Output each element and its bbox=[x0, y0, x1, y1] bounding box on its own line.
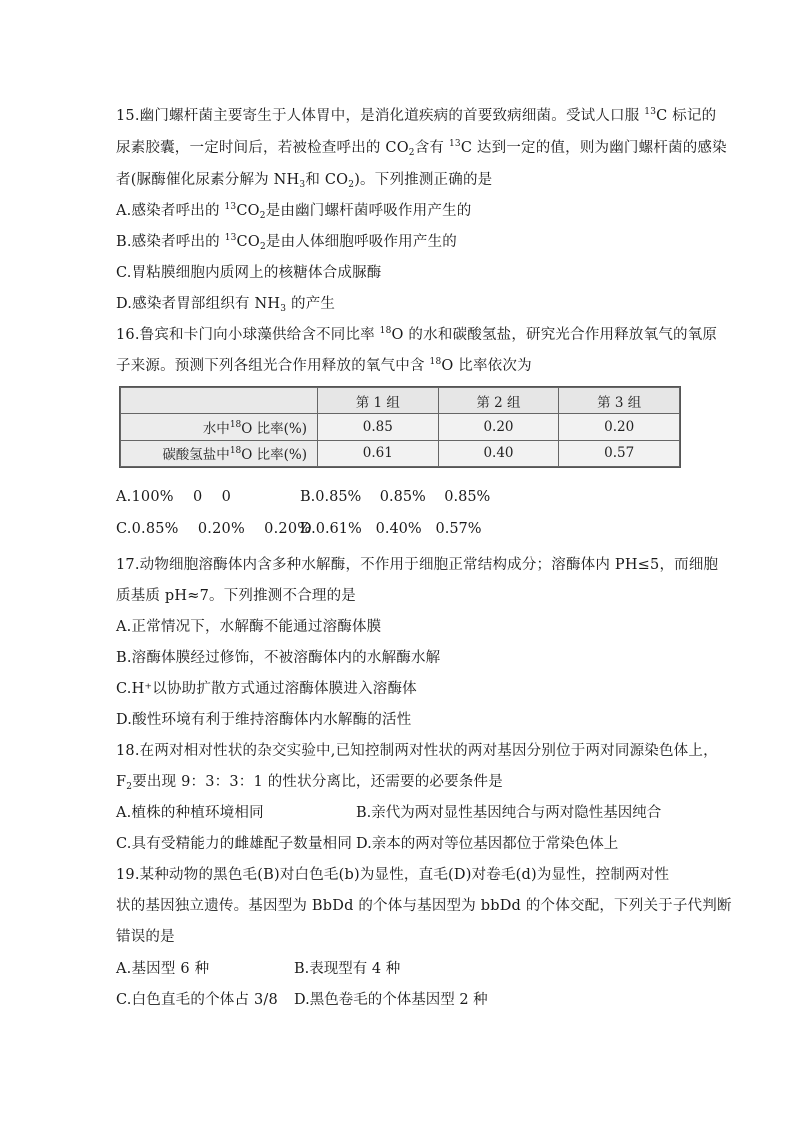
table-row bbox=[121, 440, 680, 466]
q15-option-b: B.感染者呼出的 $^{13}CO_2$是由人体细胞呼吸作用产生的 bbox=[116, 233, 457, 252]
table-cell: 0.85 bbox=[318, 414, 439, 440]
q19-option-a: A.基因型 6 种 bbox=[116, 961, 210, 977]
q16-data-table bbox=[119, 386, 681, 468]
q15-stem-line-1: 15.幽门螺杆菌主要寄生于人体胃中，是消化道疾病的首要致病细菌。受试人口服 $^{13}$C 标记的 bbox=[116, 107, 717, 124]
q17-option-b: B.溶酶体膜经过修饰，不被溶酶体内的水解酶水解 bbox=[116, 650, 441, 666]
q18-stem-line-2: $F_2$要出现 9：3：3：1 的性状分离比，还需要的必要条件是 bbox=[116, 774, 503, 792]
table-cell: 0.20 bbox=[559, 414, 680, 440]
q19-stem-line-2: 状的基因独立遗传。基因型为 BbDd 的个体与基因型为 bbDd 的个体交配，下列关于子代判断 bbox=[116, 898, 732, 914]
q16-stem-line-1: 16.鲁宾和卡门向小球藻供给含不同比率 $^{18}$O 的水和碳酸氢盐，研究光合作用释放氧气的氧原 bbox=[116, 326, 718, 343]
q15-stem-line-3: 者(脲酶催化尿素分解为 $NH_3$和 $CO_2$)。下列推测正确的是 bbox=[116, 172, 493, 190]
table-header-row bbox=[121, 388, 680, 414]
q15-option-c: C.胃粘膜细胞内质网上的核糖体合成脲酶 bbox=[116, 265, 382, 281]
table-cell: 0.57 bbox=[559, 440, 680, 466]
q17-stem-line-1: 17.动物细胞溶酶体内含多种水解酶，不作用于细胞正常结构成分；溶酶体内 PH≤5，而细胞 bbox=[116, 557, 719, 573]
table-cell: 0.40 bbox=[438, 440, 559, 466]
table-cell: 0.20 bbox=[438, 414, 559, 440]
table-header-group-2: 第 2 组 bbox=[438, 388, 559, 414]
table-row-label-water: 水中$^{18}$O 比率(%) bbox=[121, 414, 318, 440]
table-cell: 0.61 bbox=[318, 440, 439, 466]
q16-option-b: B.0.85% 0.85% 0.85% bbox=[300, 489, 491, 505]
q17-option-c: C.H⁺以协助扩散方式通过溶酶体膜进入溶酶体 bbox=[116, 681, 417, 697]
table-header-group-1: 第 1 组 bbox=[318, 388, 439, 414]
q15-option-a: A.感染者呼出的 $^{13}CO_2$是由幽门螺杆菌呼吸作用产生的 bbox=[116, 202, 472, 221]
q17-option-a: A.正常情况下，水解酶不能通过溶酶体膜 bbox=[116, 619, 382, 635]
q16-stem-line-2: 子来源。预测下列各组光合作用释放的氧气中含 $^{18}$O 比率依次为 bbox=[116, 357, 532, 374]
q18-option-b: B.亲代为两对显性基因纯合与两对隐性基因纯合 bbox=[356, 805, 662, 821]
table-row-label-bicarbonate: 碳酸氢盐中$^{18}$O 比率(%) bbox=[121, 440, 318, 466]
q16-option-d: D.0.61% 0.40% 0.57% bbox=[300, 521, 482, 537]
q18-option-d: D.亲本的两对等位基因都位于常染色体上 bbox=[356, 836, 619, 852]
q16-option-a: A.100% 0 0 bbox=[116, 489, 232, 505]
table-header-group-3: 第 3 组 bbox=[559, 388, 680, 414]
table-row bbox=[121, 414, 680, 440]
q15-option-d: D.感染者胃部组织有 $NH_3$ 的产生 bbox=[116, 296, 336, 314]
q16-option-c: C.0.85% 0.20% 0.20% bbox=[116, 521, 312, 537]
q15-stem-line-2: 尿素胶囊，一定时间后，若被检查呼出的 $CO_2$含有 $^{13}$C 达到一定的值，则为幽门螺杆菌的感染 bbox=[116, 139, 727, 158]
q19-option-c: C.白色直毛的个体占 3/8 bbox=[116, 992, 278, 1008]
q17-stem-line-2: 质基质 pH≈7。下列推测不合理的是 bbox=[116, 588, 357, 604]
q19-option-b: B.表现型有 4 种 bbox=[294, 961, 401, 977]
q19-stem-line-3: 错误的是 bbox=[116, 929, 175, 945]
q18-stem-line-1: 18.在两对相对性状的杂交实验中,已知控制两对性状的两对基因分别位于两对同源染色体上， bbox=[116, 743, 718, 759]
q18-option-a: A.植株的种植环境相同 bbox=[116, 805, 264, 821]
q18-option-c: C.具有受精能力的雌雄配子数量相同 bbox=[116, 836, 353, 852]
q19-stem-line-1: 19.某种动物的黑色毛(B)对白色毛(b)为显性，直毛(D)对卷毛(d)为显性，控制两对性 bbox=[116, 867, 670, 883]
table-corner-cell bbox=[121, 388, 318, 414]
q17-option-d: D.酸性环境有利于维持溶酶体内水解酶的活性 bbox=[116, 712, 412, 728]
q19-option-d: D.黑色卷毛的个体基因型 2 种 bbox=[294, 992, 488, 1008]
